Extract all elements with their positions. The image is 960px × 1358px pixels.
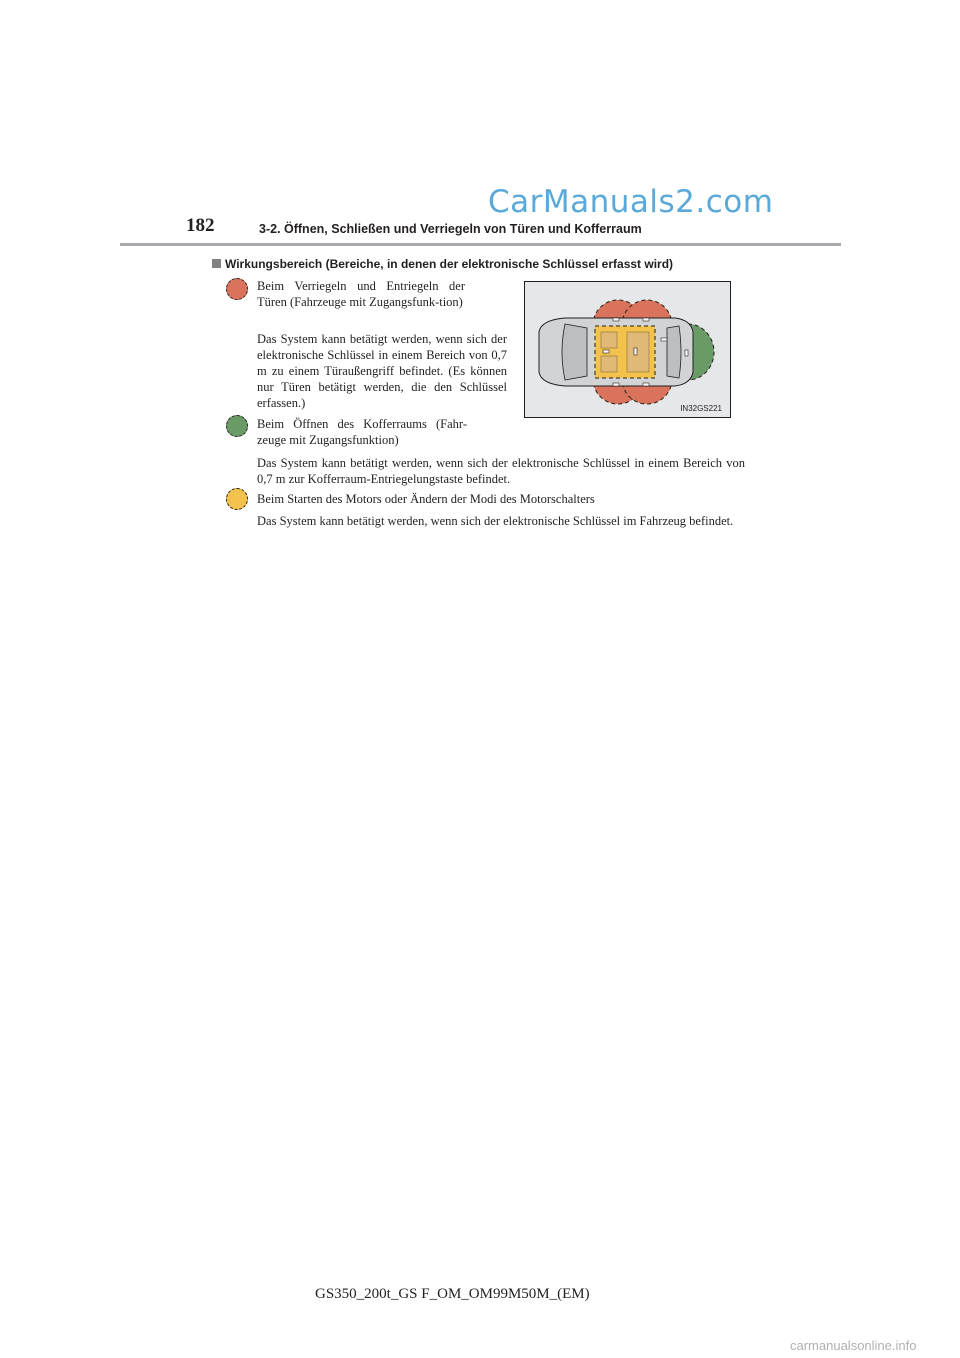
antenna-rear-left-icon	[643, 318, 649, 321]
section-heading-text: Wirkungsbereich (Bereiche, in denen der elektronische Schlüssel erfasst wird)	[225, 257, 674, 271]
front-left-seat	[601, 332, 617, 348]
item-3-body: Das System kann betätigt werden, wenn sich der elektronische Schlüssel im Fahrzeug befindet.	[257, 514, 734, 528]
item-1-body: Das System kann betätigt werden, wenn sich der elektronische Schlüssel in einem Bereich von 0,7 m zu einem Türaußengriff befindet. (Es können nur Türen betätigt werden, die den Schlüssel erfassen.)	[257, 332, 507, 410]
car-windshield	[562, 324, 587, 380]
antenna-rear-right-icon	[643, 383, 649, 386]
antenna-trunk-icon	[685, 350, 688, 356]
antenna-front-left-icon	[613, 318, 619, 321]
car-top-view-diagram	[525, 282, 732, 419]
header-rule	[120, 243, 841, 246]
door-zone-badge-icon	[226, 278, 248, 300]
front-right-seat	[601, 356, 617, 372]
antenna-luggage-icon	[661, 338, 667, 341]
rear-bench-seat	[627, 332, 649, 372]
watermark-bottom: carmanualsonline.info	[790, 1338, 917, 1353]
item-3-title: Beim Starten des Motors oder Ändern der Modi des Motorschalters	[257, 492, 595, 506]
bullet-square-icon	[212, 259, 221, 268]
item-2-body: Das System kann betätigt werden, wenn sich der elektronische Schlüssel in einem Bereich von 0,7 m zur Kofferraum-Entriegelungstaste befindet.	[257, 456, 745, 486]
watermark-top: CarManuals2.com	[488, 184, 774, 220]
cabin-zone-badge-icon	[226, 488, 248, 510]
item-1-title: Beim Verriegeln und Entriegeln der Türen (Fahrzeuge mit Zugangsfunk-tion)	[257, 279, 465, 309]
figure-code: IN32GS221	[680, 404, 722, 413]
item-2-title: Beim Öffnen des Kofferraums (Fahr-zeuge mit Zugangsfunktion)	[257, 417, 467, 447]
antenna-cabin-rear-icon	[634, 348, 637, 355]
chapter-title: 3-2. Öffnen, Schließen und Verriegeln von Türen und Kofferraum	[259, 222, 642, 236]
section-heading	[212, 257, 673, 271]
antenna-cabin-front-icon	[603, 350, 609, 353]
page-number: 182	[186, 215, 215, 236]
car-rear-window	[667, 326, 681, 378]
trunk-zone-badge-icon	[226, 415, 248, 437]
detection-range-figure	[524, 281, 731, 418]
antenna-front-right-icon	[613, 383, 619, 386]
footer-model-code: GS350_200t_GS F_OM_OM99M50M_(EM)	[315, 1286, 590, 1302]
